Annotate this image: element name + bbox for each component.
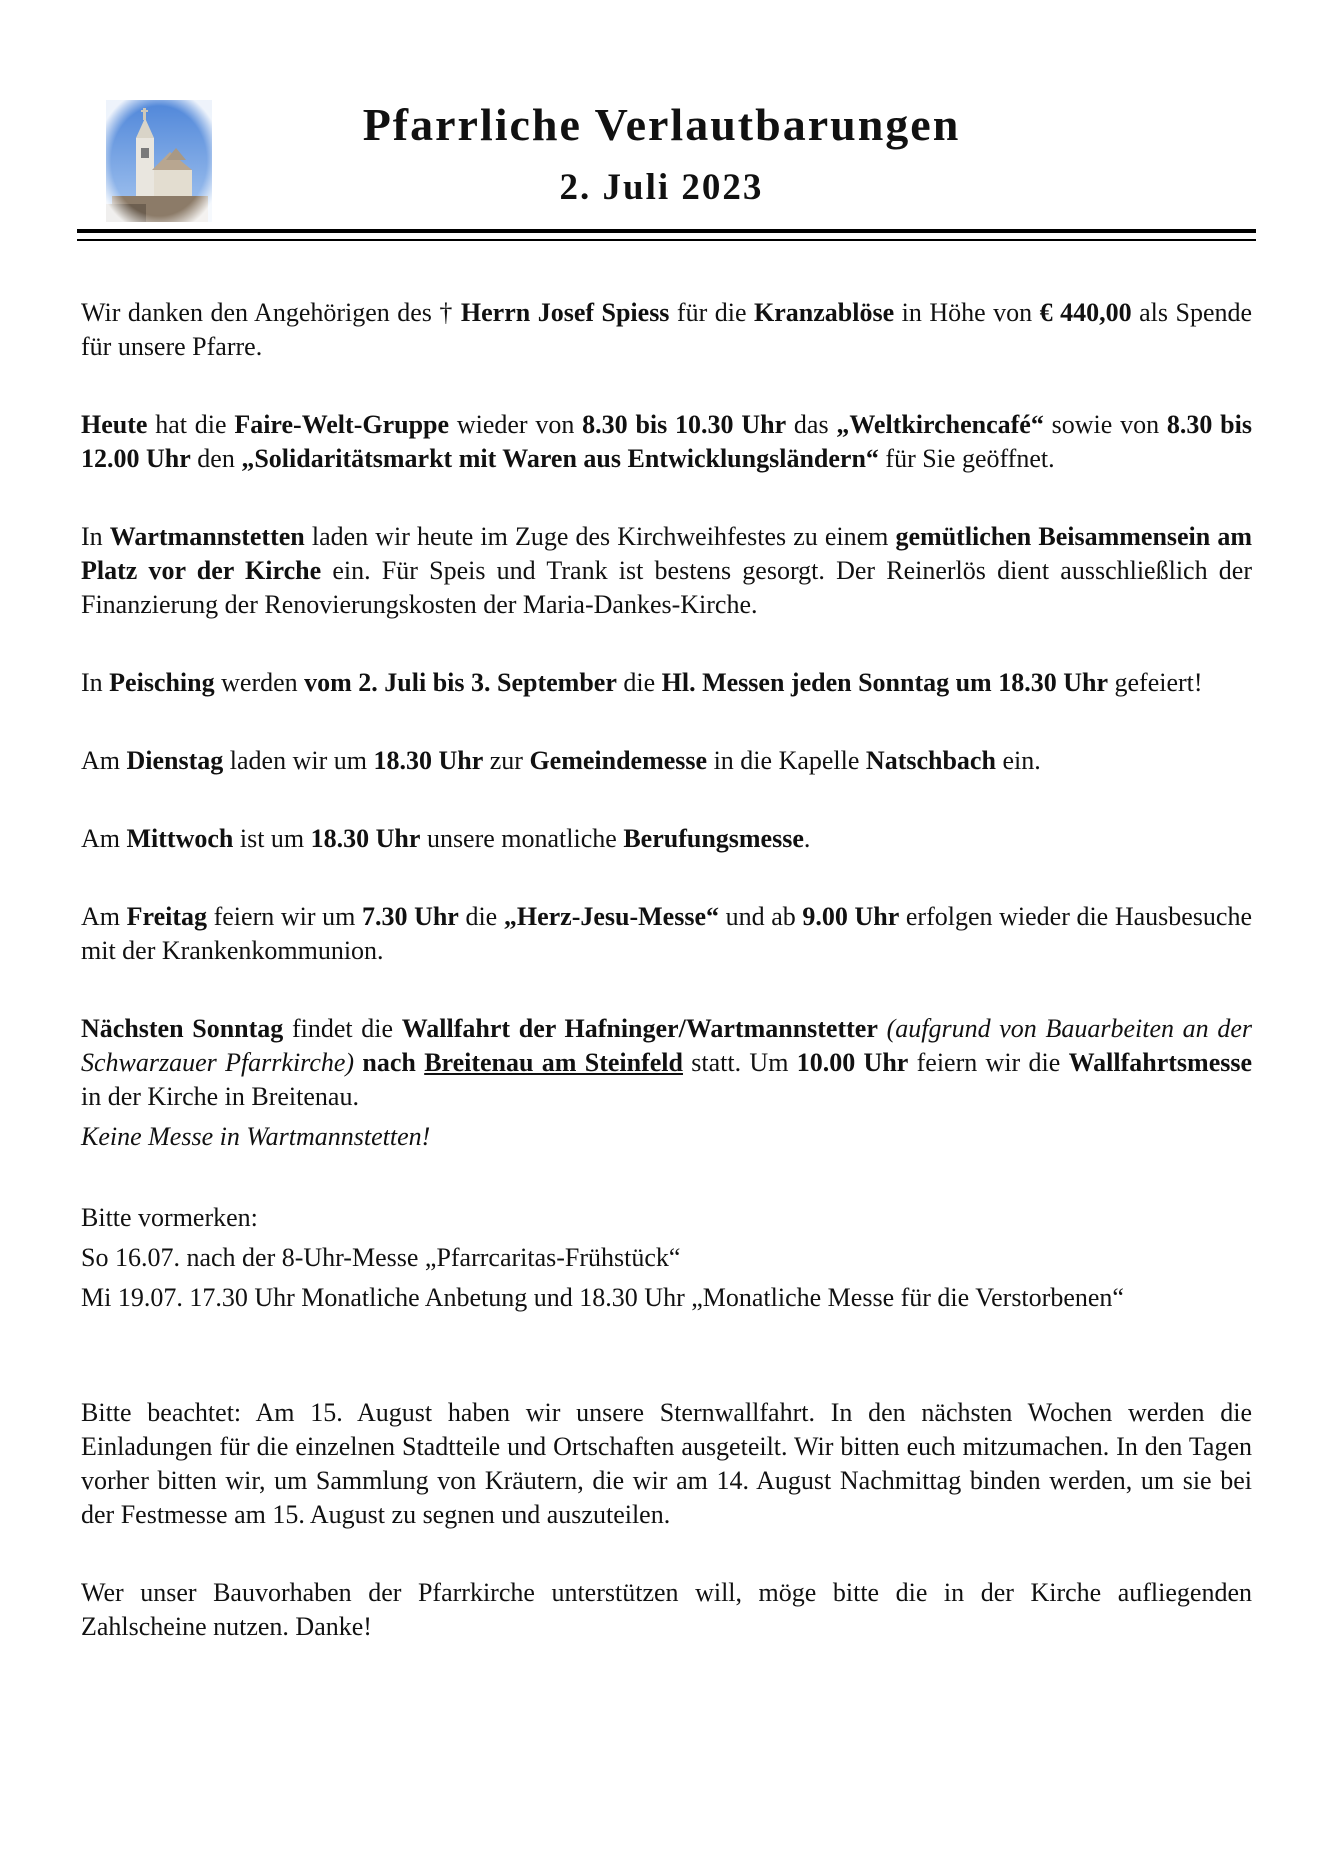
announcement-fair-trade: Heute hat die Faire-Welt-Gruppe wieder von 8.30 bis 10.30 Uhr das „Weltkirchencafé“ sowie von 8.30 bis 12.00 Uhr den „Solidaritätsmarkt mit Waren aus Entwicklungsländern“ für Sie geöffnet. [81,410,1252,473]
reminders [81,1198,1252,1318]
reminders-intro: Bitte vormerken: [81,1203,258,1232]
announcement-friday: Am Freitag feiern wir um 7.30 Uhr die „Herz-Jesu-Messe“ und ab 9.00 Uhr erfolgen wieder die Hausbesuche mit der Krankenkommunion. [81,902,1253,965]
reminder-item: Mi 19.07. 17.30 Uhr Monatliche Anbetung und 18.30 Uhr „Monatliche Messe für die Verstorbenen“ [81,1283,1124,1312]
header-rule-thick [77,229,1256,233]
page-title: Pfarrliche Verlautbarungen [362,99,961,150]
announcement-tuesday: Am Dienstag laden wir um 18.30 Uhr zur Gemeindemesse in die Kapelle Natschbach ein. [81,746,1041,775]
pilgrimage-note: Keine Messe in Wartmannstetten! [81,1122,431,1151]
announcement-sternwallfahrt: Bitte beachtet: Am 15. August haben wir unsere Sternwallfahrt. In den nächsten Wochen werden die Einladungen für die einzelnen Stadtteile und Ortschaften ausgeteilt. Wir bitten euch mitzumachen. In den Tagen vorher bitten wir, um Sammlung von Kräutern, die wir am 14. August Nachmittag binden werden, um sie bei der Festmesse am 15. August zu segnen und auszuteilen. [81,1398,1252,1529]
announcement-pilgrimage: Nächsten Sonntag findet die Wallfahrt der Hafninger/Wartmannstetter (aufgrund von Bauarbeiten an der Schwarzauer Pfarrkirche) nach Breitenau am Steinfeld statt. Um 10.00 Uhr feiern wir die Wallfahrtsmesse in der Kirche in Breitenau. [81,1014,1253,1111]
announcement-church-fair: In Wartmannstetten laden wir heute im Zuge des Kirchweihfestes zu einem gemütlichen Beisammensein am Platz vor der Kirche ein. Für Speis und Trank ist bestens gesorgt. Der Reinerlös dient ausschließlich der Finanzierung der Renovierungskosten der Maria-Dankes-Kirche. [81,522,1252,619]
header-rule-thin [77,239,1256,241]
location-breitenau: Breitenau am Steinfeld [424,1048,683,1077]
announcement-peisching: In Peisching werden vom 2. Juli bis 3. September die Hl. Messen jeden Sonntag um 18.30 Uhr gefeiert! [81,668,1203,697]
announcements [81,296,1252,1644]
page-date: 2. Juli 2023 [559,167,764,208]
announcement-thanks: Wir danken den Angehörigen des † Herrn Josef Spiess für die Kranzablöse in Höhe von € 440,00 als Spende für unsere Pfarre. [81,298,1253,361]
announcement-wednesday: Am Mittwoch ist um 18.30 Uhr unsere monatliche Berufungsmesse. [81,824,811,853]
reminder-item: So 16.07. nach der 8-Uhr-Messe „Pfarrcaritas-Frühstück“ [81,1243,681,1272]
announcement-donation: Wer unser Bauvorhaben der Pfarrkirche unterstützen will, möge bitte die in der Kirche aufliegenden Zahlscheine nutzen. Danke! [81,1578,1252,1641]
